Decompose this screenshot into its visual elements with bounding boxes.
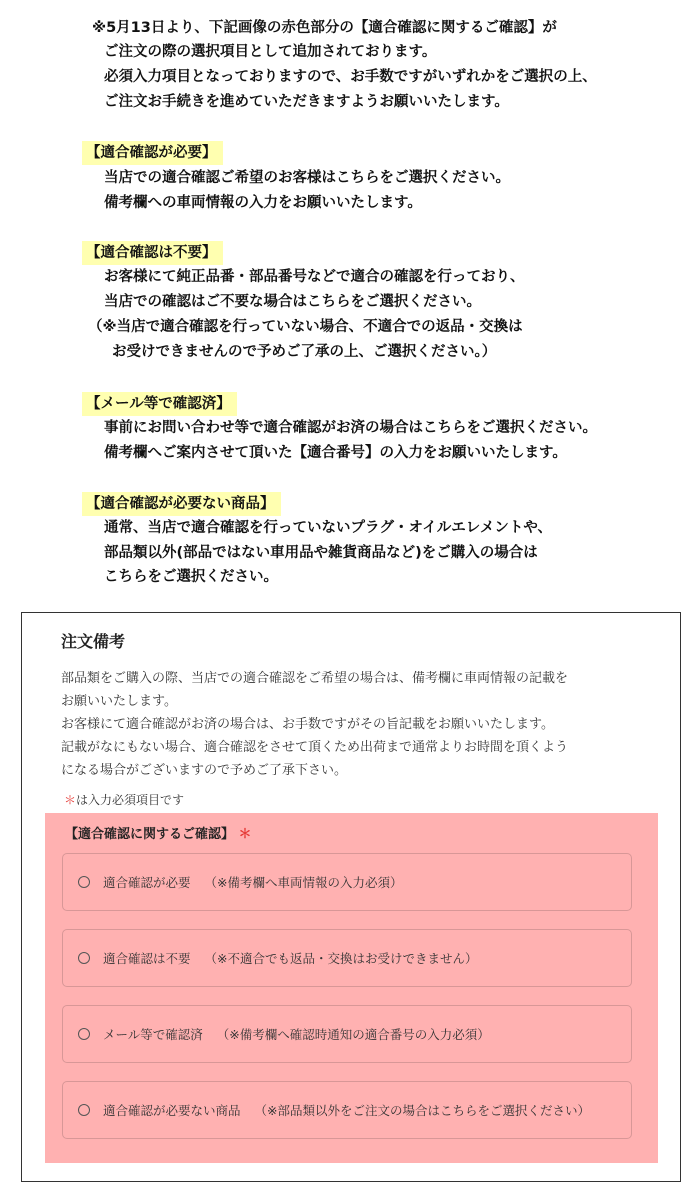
intro-line: ご注文お手続きを進めていただきますようお願いいたします。: [104, 94, 509, 110]
radio-button[interactable]: [78, 1028, 90, 1040]
option-label: 適合確認が必要: [103, 875, 191, 890]
section-line: 備考欄へご案内させて頂いた【適合番号】の入力をお願いいたします。: [104, 445, 567, 461]
section-line: 通常、当店で適合確認を行っていないプラグ・オイルエレメントや、: [104, 520, 553, 536]
intro-line: ※5月13日より、下記画像の赤色部分の【適合確認に関するご確認】が: [92, 20, 557, 36]
section-line: （※当店で適合確認を行っていない場合、不適合での返品・交換は: [88, 319, 523, 335]
description-line: お願いいたします。: [61, 694, 177, 709]
section-line: 事前にお問い合わせ等で適合確認がお済の場合はこちらをご選択ください。: [104, 420, 597, 436]
panel-title: 注文備考: [61, 632, 126, 651]
required-star: ＊: [64, 793, 77, 807]
section-heading: 【メール等で確認済】: [82, 392, 237, 416]
option-text: [103, 873, 403, 891]
section-heading: 【適合確認が必要ない商品】: [82, 492, 281, 516]
section-line: お客様にて純正品番・部品番号などで適合の確認を行っており、: [104, 269, 525, 285]
section-line: お受けできませんので予めご了承の上、ご選択ください。）: [112, 344, 497, 360]
option-fitment-not-required[interactable]: [62, 929, 632, 987]
option-fitment-required[interactable]: [62, 853, 632, 911]
required-star: ＊: [238, 827, 252, 842]
option-label: 適合確認が必要ない商品: [103, 1103, 241, 1118]
description-line: になる場合がございますので予めご了承下さい。: [61, 763, 348, 778]
confirm-label-text: 【適合確認に関するご確認】: [65, 827, 235, 842]
option-text: [103, 1025, 490, 1043]
option-confirmed-by-email[interactable]: [62, 1005, 632, 1063]
intro-line: 必須入力項目となっておりますので、お手数ですがいずれかをご選択の上、: [104, 69, 597, 85]
confirm-label: [65, 823, 252, 842]
option-note: （※不適合でも返品・交換はお受けできません）: [204, 951, 478, 966]
section-heading: 【適合確認が必要】: [82, 141, 223, 165]
option-note: （※部品類以外をご注文の場合はこちらをご選択ください）: [254, 1103, 590, 1118]
option-note: （※備考欄へ確認時通知の適合番号の入力必須）: [216, 1027, 490, 1042]
section-line: 部品類以外(部品ではない車用品や雑貨商品など)をご購入の場合は: [104, 545, 538, 561]
intro-line: ご注文の際の選択項目として追加されております。: [104, 44, 437, 60]
required-note: [64, 791, 184, 808]
section-line: 当店での確認はご不要な場合はこちらをご選択ください。: [104, 294, 481, 310]
required-note-text: は入力必須項目です: [76, 793, 185, 807]
radio-button[interactable]: [78, 952, 90, 964]
description-line: 部品類をご購入の際、当店での適合確認をご希望の場合は、備考欄に車両情報の記載を: [61, 671, 569, 686]
section-heading: 【適合確認は不要】: [82, 241, 223, 265]
option-text: [103, 1101, 590, 1119]
radio-button[interactable]: [78, 876, 90, 888]
section-line: こちらをご選択ください。: [104, 569, 278, 585]
option-note: （※備考欄へ車両情報の入力必須）: [204, 875, 403, 890]
option-label: メール等で確認済: [103, 1027, 203, 1042]
section-line: 備考欄への車両情報の入力をお願いいたします。: [104, 195, 422, 211]
description-line: 記載がなにもない場合、適合確認をさせて頂くため出荷まで通常よりお時間を頂くよう: [61, 740, 569, 755]
option-label: 適合確認は不要: [103, 951, 191, 966]
fitment-confirmation-area: [45, 813, 658, 1163]
section-line: 当店での適合確認ご希望のお客様はこちらをご選択ください。: [104, 170, 510, 186]
option-text: [103, 949, 478, 967]
radio-button[interactable]: [78, 1104, 90, 1116]
order-remarks-panel: [21, 612, 681, 1182]
option-no-fitment-needed[interactable]: [62, 1081, 632, 1139]
description-line: お客様にて適合確認がお済の場合は、お手数ですがその旨記載をお願いいたします。: [61, 717, 554, 732]
